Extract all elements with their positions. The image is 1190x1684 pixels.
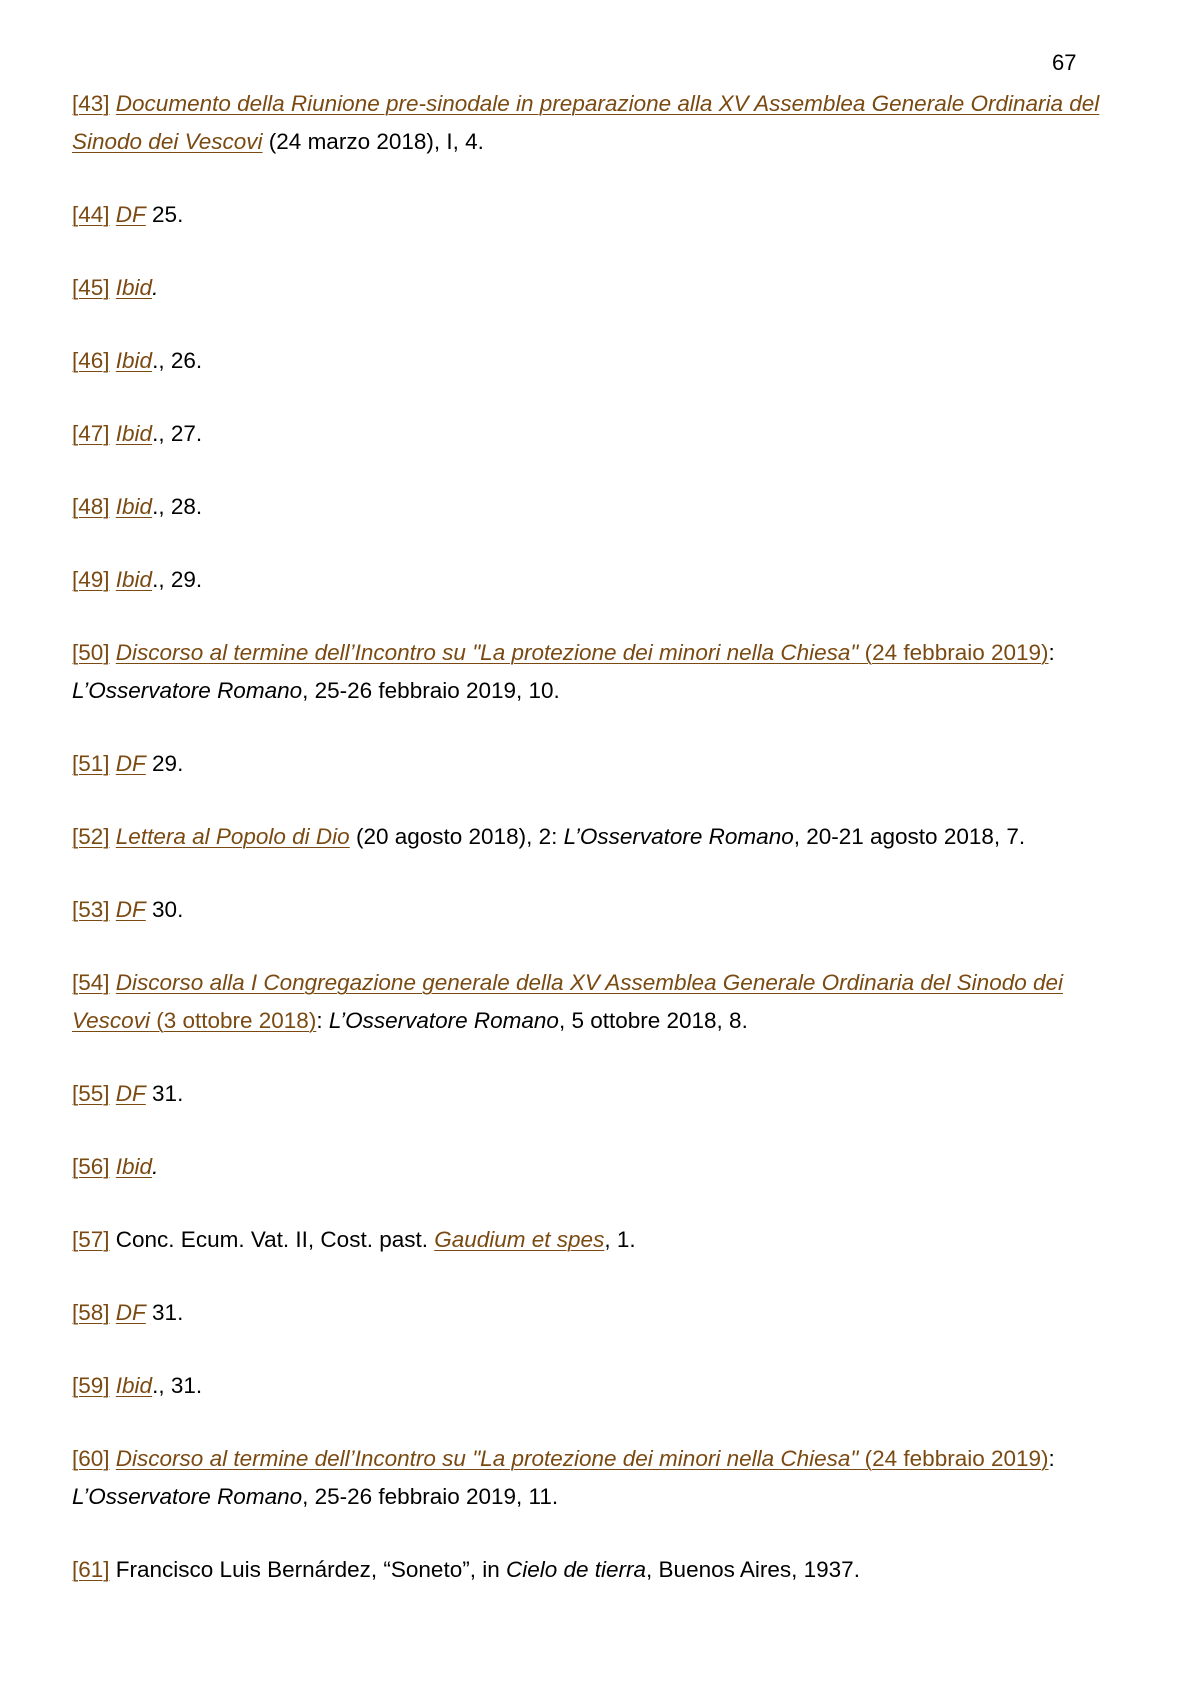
footnote-45-ref-link[interactable]: [45] bbox=[72, 275, 110, 300]
footnote-50-ref-link[interactable]: [50] bbox=[72, 640, 110, 665]
footnote-49-ref-link[interactable]: [49] bbox=[72, 567, 110, 592]
footnote-55 bbox=[72, 1075, 1112, 1113]
footnote-46 bbox=[72, 342, 1112, 380]
footnote-49 bbox=[72, 561, 1112, 599]
footnotes-list bbox=[72, 85, 1112, 1624]
footnote-55-text: 31. bbox=[145, 1081, 184, 1106]
footnote-52 bbox=[72, 818, 1112, 856]
footnote-51-text: 29. bbox=[145, 751, 184, 776]
footnote-46-text: ., 26. bbox=[152, 348, 203, 373]
footnote-57-ref-link[interactable]: [57] bbox=[72, 1227, 110, 1252]
footnote-47-text: ., 27. bbox=[152, 421, 203, 446]
footnote-56-title-link[interactable]: Ibid bbox=[115, 1154, 153, 1179]
footnote-49-text: ., 29. bbox=[152, 567, 203, 592]
footnote-50-text: , 25-26 febbraio 2019, 10. bbox=[302, 678, 560, 703]
footnote-51-title-link[interactable]: DF bbox=[115, 751, 146, 776]
footnote-54-ref-link[interactable]: [54] bbox=[72, 970, 110, 995]
footnote-57 bbox=[72, 1221, 1112, 1259]
footnote-58 bbox=[72, 1294, 1112, 1332]
footnote-54-text: , 5 ottobre 2018, 8. bbox=[558, 1008, 748, 1033]
footnote-60-title-link[interactable]: Discorso al termine dell’Incontro su "La protezione dei minori nella Chiesa" bbox=[115, 1446, 859, 1471]
footnote-45-text: . bbox=[152, 275, 159, 300]
footnote-44-title-link[interactable]: DF bbox=[115, 202, 146, 227]
footnote-45 bbox=[72, 269, 1112, 307]
footnote-61-ref-link[interactable]: [61] bbox=[72, 1557, 110, 1582]
footnote-59-text: ., 31. bbox=[152, 1373, 203, 1398]
footnote-61-source: Cielo de tierra bbox=[505, 1557, 647, 1582]
footnote-43-text: (24 marzo 2018), I, 4. bbox=[262, 129, 484, 154]
footnote-52-title-link[interactable]: Lettera al Popolo di Dio bbox=[115, 824, 350, 849]
footnote-54-colon: : bbox=[316, 1008, 329, 1033]
footnote-44 bbox=[72, 196, 1112, 234]
footnote-61-text: , Buenos Aires, 1937. bbox=[646, 1557, 860, 1582]
footnote-44-ref-link[interactable]: [44] bbox=[72, 202, 110, 227]
footnote-57-title-link[interactable]: Gaudium et spes bbox=[434, 1227, 605, 1252]
footnote-57-text: , 1. bbox=[604, 1227, 636, 1252]
footnote-46-title-link[interactable]: Ibid bbox=[115, 348, 153, 373]
footnote-47-title-link[interactable]: Ibid bbox=[115, 421, 153, 446]
footnote-53-title-link[interactable]: DF bbox=[115, 897, 146, 922]
footnote-56-ref-link[interactable]: [56] bbox=[72, 1154, 110, 1179]
footnote-52-date: (20 agosto 2018), 2: bbox=[349, 824, 564, 849]
footnote-51 bbox=[72, 745, 1112, 783]
footnote-48-text: ., 28. bbox=[152, 494, 203, 519]
footnote-50-source: L’Osservatore Romano bbox=[72, 678, 303, 703]
footnote-54-date-link[interactable]: (3 ottobre 2018) bbox=[149, 1008, 317, 1033]
footnote-60-ref-link[interactable]: [60] bbox=[72, 1446, 110, 1471]
footnote-51-ref-link[interactable]: [51] bbox=[72, 751, 110, 776]
footnote-50 bbox=[72, 634, 1112, 710]
footnote-54 bbox=[72, 964, 1112, 1040]
footnote-60 bbox=[72, 1440, 1112, 1516]
footnote-60-date-link[interactable]: (24 febbraio 2019) bbox=[858, 1446, 1049, 1471]
footnote-48-title-link[interactable]: Ibid bbox=[115, 494, 153, 519]
footnote-59-title-link[interactable]: Ibid bbox=[115, 1373, 153, 1398]
footnote-50-date-link[interactable]: (24 febbraio 2019) bbox=[858, 640, 1049, 665]
footnote-54-source: L’Osservatore Romano bbox=[328, 1008, 559, 1033]
footnote-59-ref-link[interactable]: [59] bbox=[72, 1373, 110, 1398]
footnote-61 bbox=[72, 1551, 1112, 1589]
footnote-61-prefix: Francisco Luis Bernárdez, “Soneto”, in bbox=[109, 1557, 506, 1582]
footnote-48-ref-link[interactable]: [48] bbox=[72, 494, 110, 519]
footnote-50-colon: : bbox=[1048, 640, 1055, 665]
footnote-60-source: L’Osservatore Romano bbox=[72, 1484, 303, 1509]
footnote-59 bbox=[72, 1367, 1112, 1405]
footnote-60-colon: : bbox=[1048, 1446, 1055, 1471]
footnote-57-prefix: Conc. Ecum. Vat. II, Cost. past. bbox=[109, 1227, 435, 1252]
footnote-49-title-link[interactable]: Ibid bbox=[115, 567, 153, 592]
footnote-44-text: 25. bbox=[145, 202, 184, 227]
footnote-53-text: 30. bbox=[145, 897, 184, 922]
footnote-53 bbox=[72, 891, 1112, 929]
page-number: 67 bbox=[1052, 50, 1077, 75]
footnote-46-ref-link[interactable]: [46] bbox=[72, 348, 110, 373]
footnote-52-ref-link[interactable]: [52] bbox=[72, 824, 110, 849]
footnote-43-ref-link[interactable]: [43] bbox=[72, 91, 110, 116]
footnote-58-text: 31. bbox=[145, 1300, 184, 1325]
footnote-48 bbox=[72, 488, 1112, 526]
footnote-60-text: , 25-26 febbraio 2019, 11. bbox=[302, 1484, 559, 1509]
footnote-52-source: L’Osservatore Romano bbox=[563, 824, 794, 849]
footnote-45-title-link[interactable]: Ibid bbox=[115, 275, 153, 300]
footnote-43-title-link[interactable]: Documento della Riunione pre-sinodale in preparazione alla XV Assemblea Generale Ordinaria del Sinodo dei Vescovi bbox=[72, 91, 1100, 154]
footnote-55-title-link[interactable]: DF bbox=[115, 1081, 146, 1106]
footnote-58-title-link[interactable]: DF bbox=[115, 1300, 146, 1325]
footnote-47-ref-link[interactable]: [47] bbox=[72, 421, 110, 446]
footnote-58-ref-link[interactable]: [58] bbox=[72, 1300, 110, 1325]
footnote-54-title-link[interactable]: Discorso alla I Congregazione generale della XV Assemblea Generale Ordinaria del Sinodo dei Vescovi bbox=[72, 970, 1064, 1033]
footnote-56 bbox=[72, 1148, 1112, 1186]
footnote-43 bbox=[72, 85, 1112, 161]
footnote-53-ref-link[interactable]: [53] bbox=[72, 897, 110, 922]
footnote-50-title-link[interactable]: Discorso al termine dell’Incontro su "La protezione dei minori nella Chiesa" bbox=[115, 640, 859, 665]
footnote-55-ref-link[interactable]: [55] bbox=[72, 1081, 110, 1106]
footnote-56-text: . bbox=[152, 1154, 159, 1179]
footnote-52-text: , 20-21 agosto 2018, 7. bbox=[793, 824, 1026, 849]
footnote-47 bbox=[72, 415, 1112, 453]
